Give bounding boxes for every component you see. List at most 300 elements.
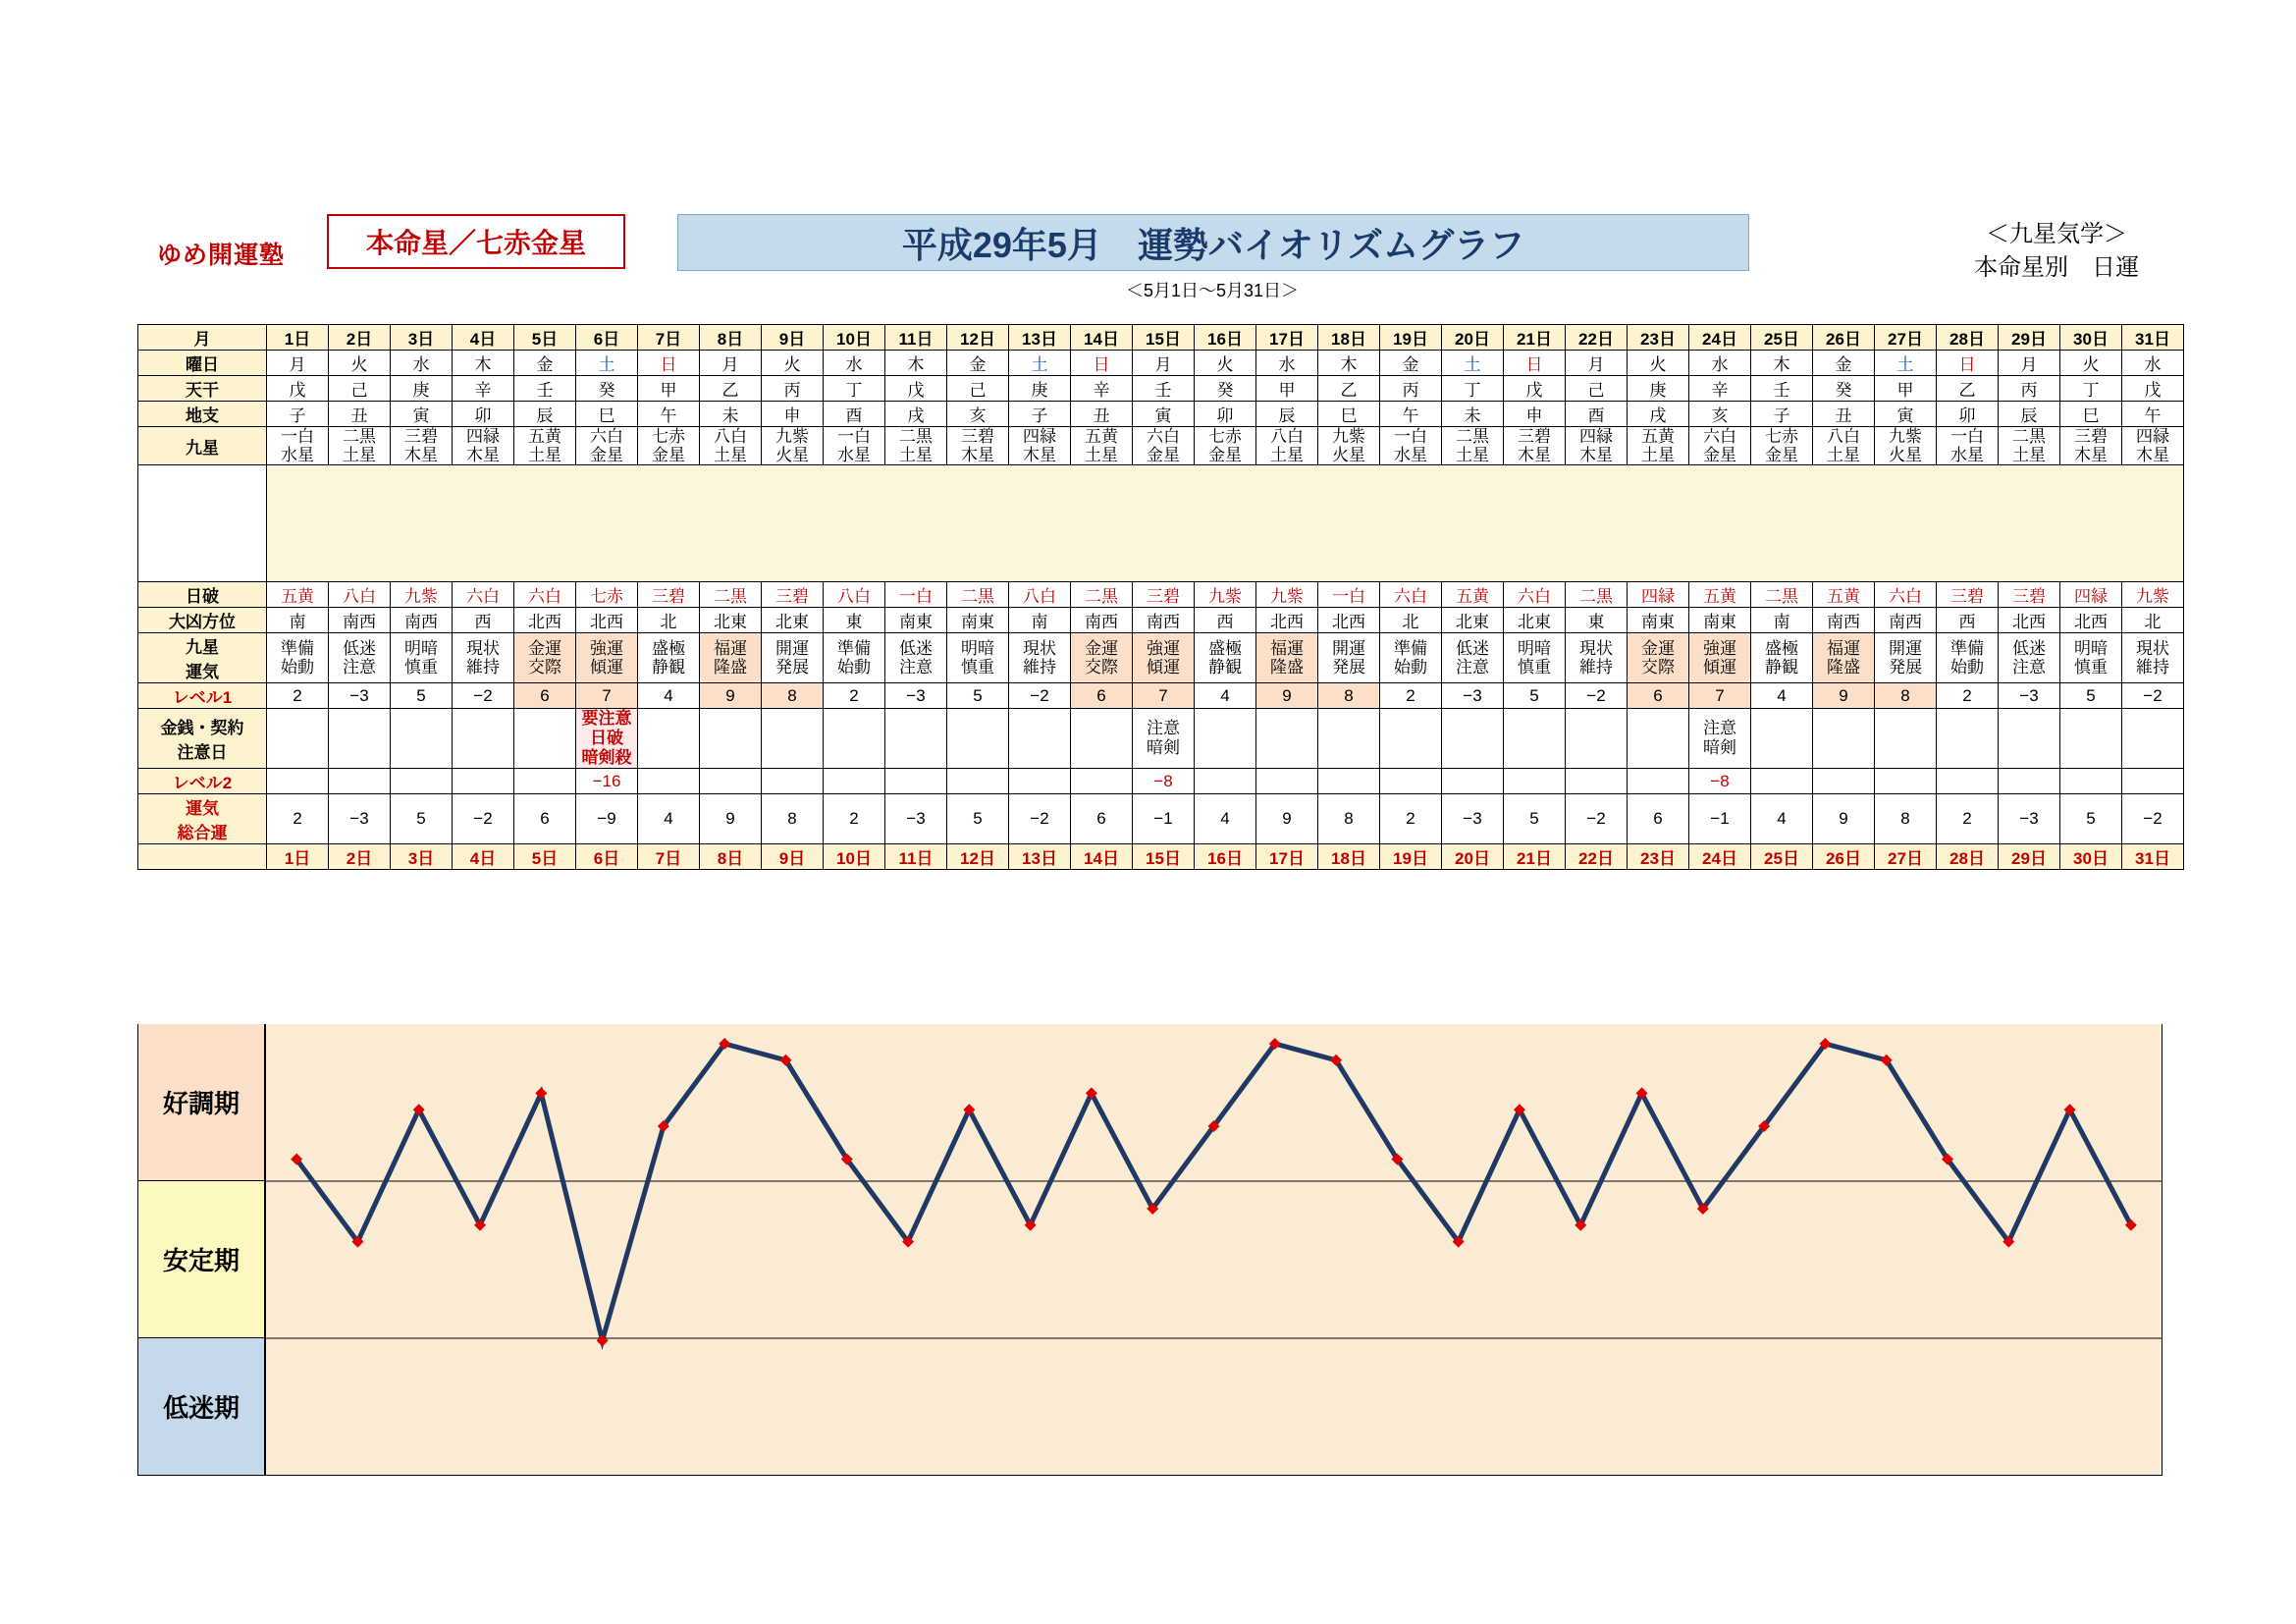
weekday-20: 土: [1442, 351, 1504, 376]
day-header-13: 13日: [1009, 325, 1071, 351]
unki-6: 強運 傾運: [576, 633, 638, 683]
biorhythm-line-svg: [266, 1024, 2162, 1474]
chart-day-9: 9日: [762, 844, 824, 870]
chishi-28: 卯: [1937, 402, 1999, 427]
level2-25: [1751, 769, 1813, 794]
level1-18: 8: [1318, 683, 1380, 709]
total-29: −3: [1999, 794, 2060, 844]
level2-17: [1256, 769, 1318, 794]
level2-18: [1318, 769, 1380, 794]
chart-day-1: 1日: [267, 844, 329, 870]
total-14: 6: [1071, 794, 1133, 844]
money-note-19: [1380, 709, 1442, 769]
tenkan-9: 丙: [762, 376, 824, 402]
kyusei-23: 五黄 土星: [1628, 427, 1689, 465]
day-header-9: 9日: [762, 325, 824, 351]
kyusei-7: 七赤 金星: [638, 427, 700, 465]
weekday-25: 木: [1751, 351, 1813, 376]
band-label-2: 低迷期: [137, 1338, 265, 1476]
nippa-24: 五黄: [1689, 582, 1751, 608]
kyusei-2: 二黒 土星: [329, 427, 391, 465]
tenkan-24: 辛: [1689, 376, 1751, 402]
tenkan-21: 戊: [1504, 376, 1566, 402]
unki-7: 盛極 静観: [638, 633, 700, 683]
nippa-5: 六白: [514, 582, 576, 608]
honmei-star-box: 本命星／七赤金星: [327, 214, 625, 269]
table-row-weekday: [138, 351, 2184, 376]
nippa-2: 八白: [329, 582, 391, 608]
tenkan-22: 己: [1566, 376, 1628, 402]
kyusei-16: 七赤 金星: [1195, 427, 1256, 465]
level1-31: −2: [2122, 683, 2184, 709]
nippa-27: 六白: [1875, 582, 1937, 608]
level2-19: [1380, 769, 1442, 794]
table-row-chart-days: [138, 844, 2184, 870]
total-6: −9: [576, 794, 638, 844]
weekday-29: 月: [1999, 351, 2060, 376]
chishi-18: 巳: [1318, 402, 1380, 427]
level2-12: [947, 769, 1009, 794]
row-label-month: 月: [138, 325, 267, 351]
unki-10: 準備 始動: [824, 633, 885, 683]
nippa-19: 六白: [1380, 582, 1442, 608]
kyusei-6: 六白 金星: [576, 427, 638, 465]
day-header-27: 27日: [1875, 325, 1937, 351]
kyusei-18: 九紫 火星: [1318, 427, 1380, 465]
tenkan-26: 癸: [1813, 376, 1875, 402]
chishi-7: 午: [638, 402, 700, 427]
band-label-column: [137, 1024, 265, 1476]
level1-10: 2: [824, 683, 885, 709]
weekday-7: 日: [638, 351, 700, 376]
level1-19: 2: [1380, 683, 1442, 709]
tenkan-4: 辛: [453, 376, 514, 402]
table-row-level1: [138, 683, 2184, 709]
table-row-month: [138, 325, 2184, 351]
chishi-24: 亥: [1689, 402, 1751, 427]
daikyo-6: 北西: [576, 608, 638, 633]
tenkan-1: 戊: [267, 376, 329, 402]
weekday-8: 月: [700, 351, 762, 376]
weekday-18: 木: [1318, 351, 1380, 376]
chishi-12: 亥: [947, 402, 1009, 427]
kyusei-15: 六白 金星: [1133, 427, 1195, 465]
kyusei-1: 一白 水星: [267, 427, 329, 465]
daikyo-19: 北: [1380, 608, 1442, 633]
level1-23: 6: [1628, 683, 1689, 709]
weekday-16: 火: [1195, 351, 1256, 376]
level1-20: −3: [1442, 683, 1504, 709]
kyusei-17: 八白 土星: [1256, 427, 1318, 465]
weekday-9: 火: [762, 351, 824, 376]
level2-7: [638, 769, 700, 794]
daikyo-8: 北東: [700, 608, 762, 633]
table-row-nippa: [138, 582, 2184, 608]
unki-14: 金運 交際: [1071, 633, 1133, 683]
tenkan-6: 癸: [576, 376, 638, 402]
chart-day-15: 15日: [1133, 844, 1195, 870]
tenkan-7: 甲: [638, 376, 700, 402]
nippa-1: 五黄: [267, 582, 329, 608]
level2-20: [1442, 769, 1504, 794]
level1-17: 9: [1256, 683, 1318, 709]
table-row-kyusei: [138, 427, 2184, 465]
daikyo-7: 北: [638, 608, 700, 633]
nippa-9: 三碧: [762, 582, 824, 608]
money-note-23: [1628, 709, 1689, 769]
day-header-8: 8日: [700, 325, 762, 351]
level1-2: −3: [329, 683, 391, 709]
daikyo-4: 西: [453, 608, 514, 633]
nippa-15: 三碧: [1133, 582, 1195, 608]
table-row-legend: [138, 465, 2184, 582]
level2-9: [762, 769, 824, 794]
daikyo-25: 南: [1751, 608, 1813, 633]
tenkan-23: 庚: [1628, 376, 1689, 402]
total-15: −1: [1133, 794, 1195, 844]
row-label-nippa: 日破: [138, 582, 267, 608]
chishi-15: 寅: [1133, 402, 1195, 427]
chart-day-27: 27日: [1875, 844, 1937, 870]
chart-day-5: 5日: [514, 844, 576, 870]
daikyo-14: 南西: [1071, 608, 1133, 633]
legend-label-blank: [138, 465, 267, 582]
chart-day-6: 6日: [576, 844, 638, 870]
level2-28: [1937, 769, 1999, 794]
row-label-tenkan: 天干: [138, 376, 267, 402]
money-note-25: [1751, 709, 1813, 769]
daikyo-3: 南西: [391, 608, 453, 633]
money-note-11: [885, 709, 947, 769]
tenkan-25: 壬: [1751, 376, 1813, 402]
chishi-8: 未: [700, 402, 762, 427]
tenkan-10: 丁: [824, 376, 885, 402]
tenkan-19: 丙: [1380, 376, 1442, 402]
money-note-27: [1875, 709, 1937, 769]
chishi-9: 申: [762, 402, 824, 427]
kyusei-19: 一白 水星: [1380, 427, 1442, 465]
money-note-10: [824, 709, 885, 769]
chart-day-8: 8日: [700, 844, 762, 870]
nippa-23: 四緑: [1628, 582, 1689, 608]
chishi-6: 巳: [576, 402, 638, 427]
money-note-7: [638, 709, 700, 769]
unki-22: 現状 維持: [1566, 633, 1628, 683]
level2-11: [885, 769, 947, 794]
daikyo-12: 南東: [947, 608, 1009, 633]
total-31: −2: [2122, 794, 2184, 844]
day-header-4: 4日: [453, 325, 514, 351]
day-header-3: 3日: [391, 325, 453, 351]
money-note-14: [1071, 709, 1133, 769]
chishi-26: 丑: [1813, 402, 1875, 427]
kyusei-9: 九紫 火星: [762, 427, 824, 465]
category-label: [1895, 218, 2218, 284]
total-27: 8: [1875, 794, 1937, 844]
day-header-25: 25日: [1751, 325, 1813, 351]
kyusei-29: 二黒 土星: [1999, 427, 2060, 465]
chishi-14: 丑: [1071, 402, 1133, 427]
table-row-level2: [138, 769, 2184, 794]
chart-day-31: 31日: [2122, 844, 2184, 870]
weekday-23: 火: [1628, 351, 1689, 376]
chishi-17: 辰: [1256, 402, 1318, 427]
tenkan-18: 乙: [1318, 376, 1380, 402]
total-30: 5: [2060, 794, 2122, 844]
kyusei-20: 二黒 土星: [1442, 427, 1504, 465]
band-label-0: 好調期: [137, 1024, 265, 1181]
daikyo-10: 東: [824, 608, 885, 633]
nippa-13: 八白: [1009, 582, 1071, 608]
row-label-chishi: 地支: [138, 402, 267, 427]
weekday-2: 火: [329, 351, 391, 376]
day-header-14: 14日: [1071, 325, 1133, 351]
tenkan-15: 壬: [1133, 376, 1195, 402]
level2-8: [700, 769, 762, 794]
chart-day-14: 14日: [1071, 844, 1133, 870]
day-header-18: 18日: [1318, 325, 1380, 351]
day-header-6: 6日: [576, 325, 638, 351]
tenkan-2: 己: [329, 376, 391, 402]
kyusei-25: 七赤 金星: [1751, 427, 1813, 465]
daikyo-2: 南西: [329, 608, 391, 633]
chishi-19: 午: [1380, 402, 1442, 427]
tenkan-14: 辛: [1071, 376, 1133, 402]
daikyo-20: 北東: [1442, 608, 1504, 633]
weekday-15: 月: [1133, 351, 1195, 376]
unki-1: 準備 始動: [267, 633, 329, 683]
tenkan-29: 丙: [1999, 376, 2060, 402]
tenkan-11: 戊: [885, 376, 947, 402]
nippa-26: 五黄: [1813, 582, 1875, 608]
chart-day-25: 25日: [1751, 844, 1813, 870]
kyusei-12: 三碧 木星: [947, 427, 1009, 465]
total-9: 8: [762, 794, 824, 844]
weekday-1: 月: [267, 351, 329, 376]
daikyo-27: 南西: [1875, 608, 1937, 633]
table-row-unki: [138, 633, 2184, 683]
total-24: −1: [1689, 794, 1751, 844]
chart-day-23: 23日: [1628, 844, 1689, 870]
weekday-13: 土: [1009, 351, 1071, 376]
total-1: 2: [267, 794, 329, 844]
total-10: 2: [824, 794, 885, 844]
row-label-weekday: 曜日: [138, 351, 267, 376]
kyusei-27: 九紫 火星: [1875, 427, 1937, 465]
level1-30: 5: [2060, 683, 2122, 709]
total-25: 4: [1751, 794, 1813, 844]
nippa-17: 九紫: [1256, 582, 1318, 608]
weekday-3: 水: [391, 351, 453, 376]
level2-21: [1504, 769, 1566, 794]
chart-day-16: 16日: [1195, 844, 1256, 870]
unki-4: 現状 維持: [453, 633, 514, 683]
kyusei-31: 四緑 木星: [2122, 427, 2184, 465]
money-note-17: [1256, 709, 1318, 769]
chart-day-4: 4日: [453, 844, 514, 870]
row-label-total: 運気 総合運: [138, 794, 267, 844]
level1-15: 7: [1133, 683, 1195, 709]
money-note-9: [762, 709, 824, 769]
total-18: 8: [1318, 794, 1380, 844]
unki-15: 強運 傾運: [1133, 633, 1195, 683]
kyusei-28: 一白 水星: [1937, 427, 1999, 465]
level2-13: [1009, 769, 1071, 794]
unki-27: 開運 発展: [1875, 633, 1937, 683]
weekday-28: 日: [1937, 351, 1999, 376]
money-note-1: [267, 709, 329, 769]
total-12: 5: [947, 794, 1009, 844]
day-header-29: 29日: [1999, 325, 2060, 351]
nippa-7: 三碧: [638, 582, 700, 608]
day-header-17: 17日: [1256, 325, 1318, 351]
row-label-level1: レベル1: [138, 683, 267, 709]
money-note-28: [1937, 709, 1999, 769]
level1-4: −2: [453, 683, 514, 709]
chart-day-24: 24日: [1689, 844, 1751, 870]
day-header-5: 5日: [514, 325, 576, 351]
chishi-23: 戌: [1628, 402, 1689, 427]
chart-day-22: 22日: [1566, 844, 1628, 870]
weekday-14: 日: [1071, 351, 1133, 376]
level1-1: 2: [267, 683, 329, 709]
unki-29: 低迷 注意: [1999, 633, 2060, 683]
kyusei-11: 二黒 土星: [885, 427, 947, 465]
level2-26: [1813, 769, 1875, 794]
total-2: −3: [329, 794, 391, 844]
kyusei-14: 五黄 土星: [1071, 427, 1133, 465]
nippa-3: 九紫: [391, 582, 453, 608]
level2-23: [1628, 769, 1689, 794]
daikyo-15: 南西: [1133, 608, 1195, 633]
tenkan-30: 丁: [2060, 376, 2122, 402]
chart-day-18: 18日: [1318, 844, 1380, 870]
level2-27: [1875, 769, 1937, 794]
chart-day-13: 13日: [1009, 844, 1071, 870]
nippa-21: 六白: [1504, 582, 1566, 608]
daikyo-1: 南: [267, 608, 329, 633]
level1-16: 4: [1195, 683, 1256, 709]
chishi-2: 丑: [329, 402, 391, 427]
unki-30: 明暗 慎重: [2060, 633, 2122, 683]
level1-21: 5: [1504, 683, 1566, 709]
level1-13: −2: [1009, 683, 1071, 709]
nippa-30: 四緑: [2060, 582, 2122, 608]
daikyo-31: 北: [2122, 608, 2184, 633]
chart-day-11: 11日: [885, 844, 947, 870]
row-label-daikyo: 大凶方位: [138, 608, 267, 633]
chart-day-7: 7日: [638, 844, 700, 870]
unki-26: 福運 隆盛: [1813, 633, 1875, 683]
fortune-table: [137, 324, 2184, 870]
nippa-11: 一白: [885, 582, 947, 608]
kyusei-21: 三碧 木星: [1504, 427, 1566, 465]
chishi-3: 寅: [391, 402, 453, 427]
weekday-12: 金: [947, 351, 1009, 376]
level1-14: 6: [1071, 683, 1133, 709]
day-header-12: 12日: [947, 325, 1009, 351]
row-label-kyusei: 九星: [138, 427, 267, 465]
nippa-20: 五黄: [1442, 582, 1504, 608]
daikyo-11: 南東: [885, 608, 947, 633]
level2-29: [1999, 769, 2060, 794]
unki-21: 明暗 慎重: [1504, 633, 1566, 683]
weekday-11: 木: [885, 351, 947, 376]
nippa-18: 一白: [1318, 582, 1380, 608]
total-13: −2: [1009, 794, 1071, 844]
money-note-5: [514, 709, 576, 769]
total-11: −3: [885, 794, 947, 844]
level1-12: 5: [947, 683, 1009, 709]
daikyo-5: 北西: [514, 608, 576, 633]
level1-8: 9: [700, 683, 762, 709]
level1-3: 5: [391, 683, 453, 709]
unki-8: 福運 隆盛: [700, 633, 762, 683]
kyusei-8: 八白 土星: [700, 427, 762, 465]
nippa-8: 二黒: [700, 582, 762, 608]
daikyo-24: 南東: [1689, 608, 1751, 633]
nippa-22: 二黒: [1566, 582, 1628, 608]
daikyo-29: 北西: [1999, 608, 2060, 633]
total-28: 2: [1937, 794, 1999, 844]
weekday-30: 火: [2060, 351, 2122, 376]
total-7: 4: [638, 794, 700, 844]
weekday-21: 日: [1504, 351, 1566, 376]
table-row-chishi: [138, 402, 2184, 427]
kyusei-24: 六白 金星: [1689, 427, 1751, 465]
unki-23: 金運 交際: [1628, 633, 1689, 683]
kyusei-10: 一白 水星: [824, 427, 885, 465]
nippa-16: 九紫: [1195, 582, 1256, 608]
daikyo-18: 北西: [1318, 608, 1380, 633]
tenkan-20: 丁: [1442, 376, 1504, 402]
total-19: 2: [1380, 794, 1442, 844]
chart-day-28: 28日: [1937, 844, 1999, 870]
kyusei-26: 八白 土星: [1813, 427, 1875, 465]
daikyo-22: 東: [1566, 608, 1628, 633]
level2-10: [824, 769, 885, 794]
chishi-4: 卯: [453, 402, 514, 427]
chart-day-30: 30日: [2060, 844, 2122, 870]
weekday-27: 土: [1875, 351, 1937, 376]
money-note-2: [329, 709, 391, 769]
table-row-total: [138, 794, 2184, 844]
day-header-1: 1日: [267, 325, 329, 351]
level2-3: [391, 769, 453, 794]
kyusei-5: 五黄 土星: [514, 427, 576, 465]
chart-day-3: 3日: [391, 844, 453, 870]
level2-5: [514, 769, 576, 794]
unki-18: 開運 発展: [1318, 633, 1380, 683]
total-5: 6: [514, 794, 576, 844]
category-line2: 本命星別 日運: [1974, 253, 2139, 281]
day-header-20: 20日: [1442, 325, 1504, 351]
tenkan-8: 乙: [700, 376, 762, 402]
nippa-31: 九紫: [2122, 582, 2184, 608]
level2-16: [1195, 769, 1256, 794]
day-header-16: 16日: [1195, 325, 1256, 351]
tenkan-28: 乙: [1937, 376, 1999, 402]
total-8: 9: [700, 794, 762, 844]
chishi-10: 酉: [824, 402, 885, 427]
date-range-label: ＜5月1日～5月31日＞: [1125, 281, 1300, 300]
day-header-2: 2日: [329, 325, 391, 351]
daikyo-26: 南西: [1813, 608, 1875, 633]
unki-9: 開運 発展: [762, 633, 824, 683]
daikyo-23: 南東: [1628, 608, 1689, 633]
nippa-10: 八白: [824, 582, 885, 608]
total-23: 6: [1628, 794, 1689, 844]
